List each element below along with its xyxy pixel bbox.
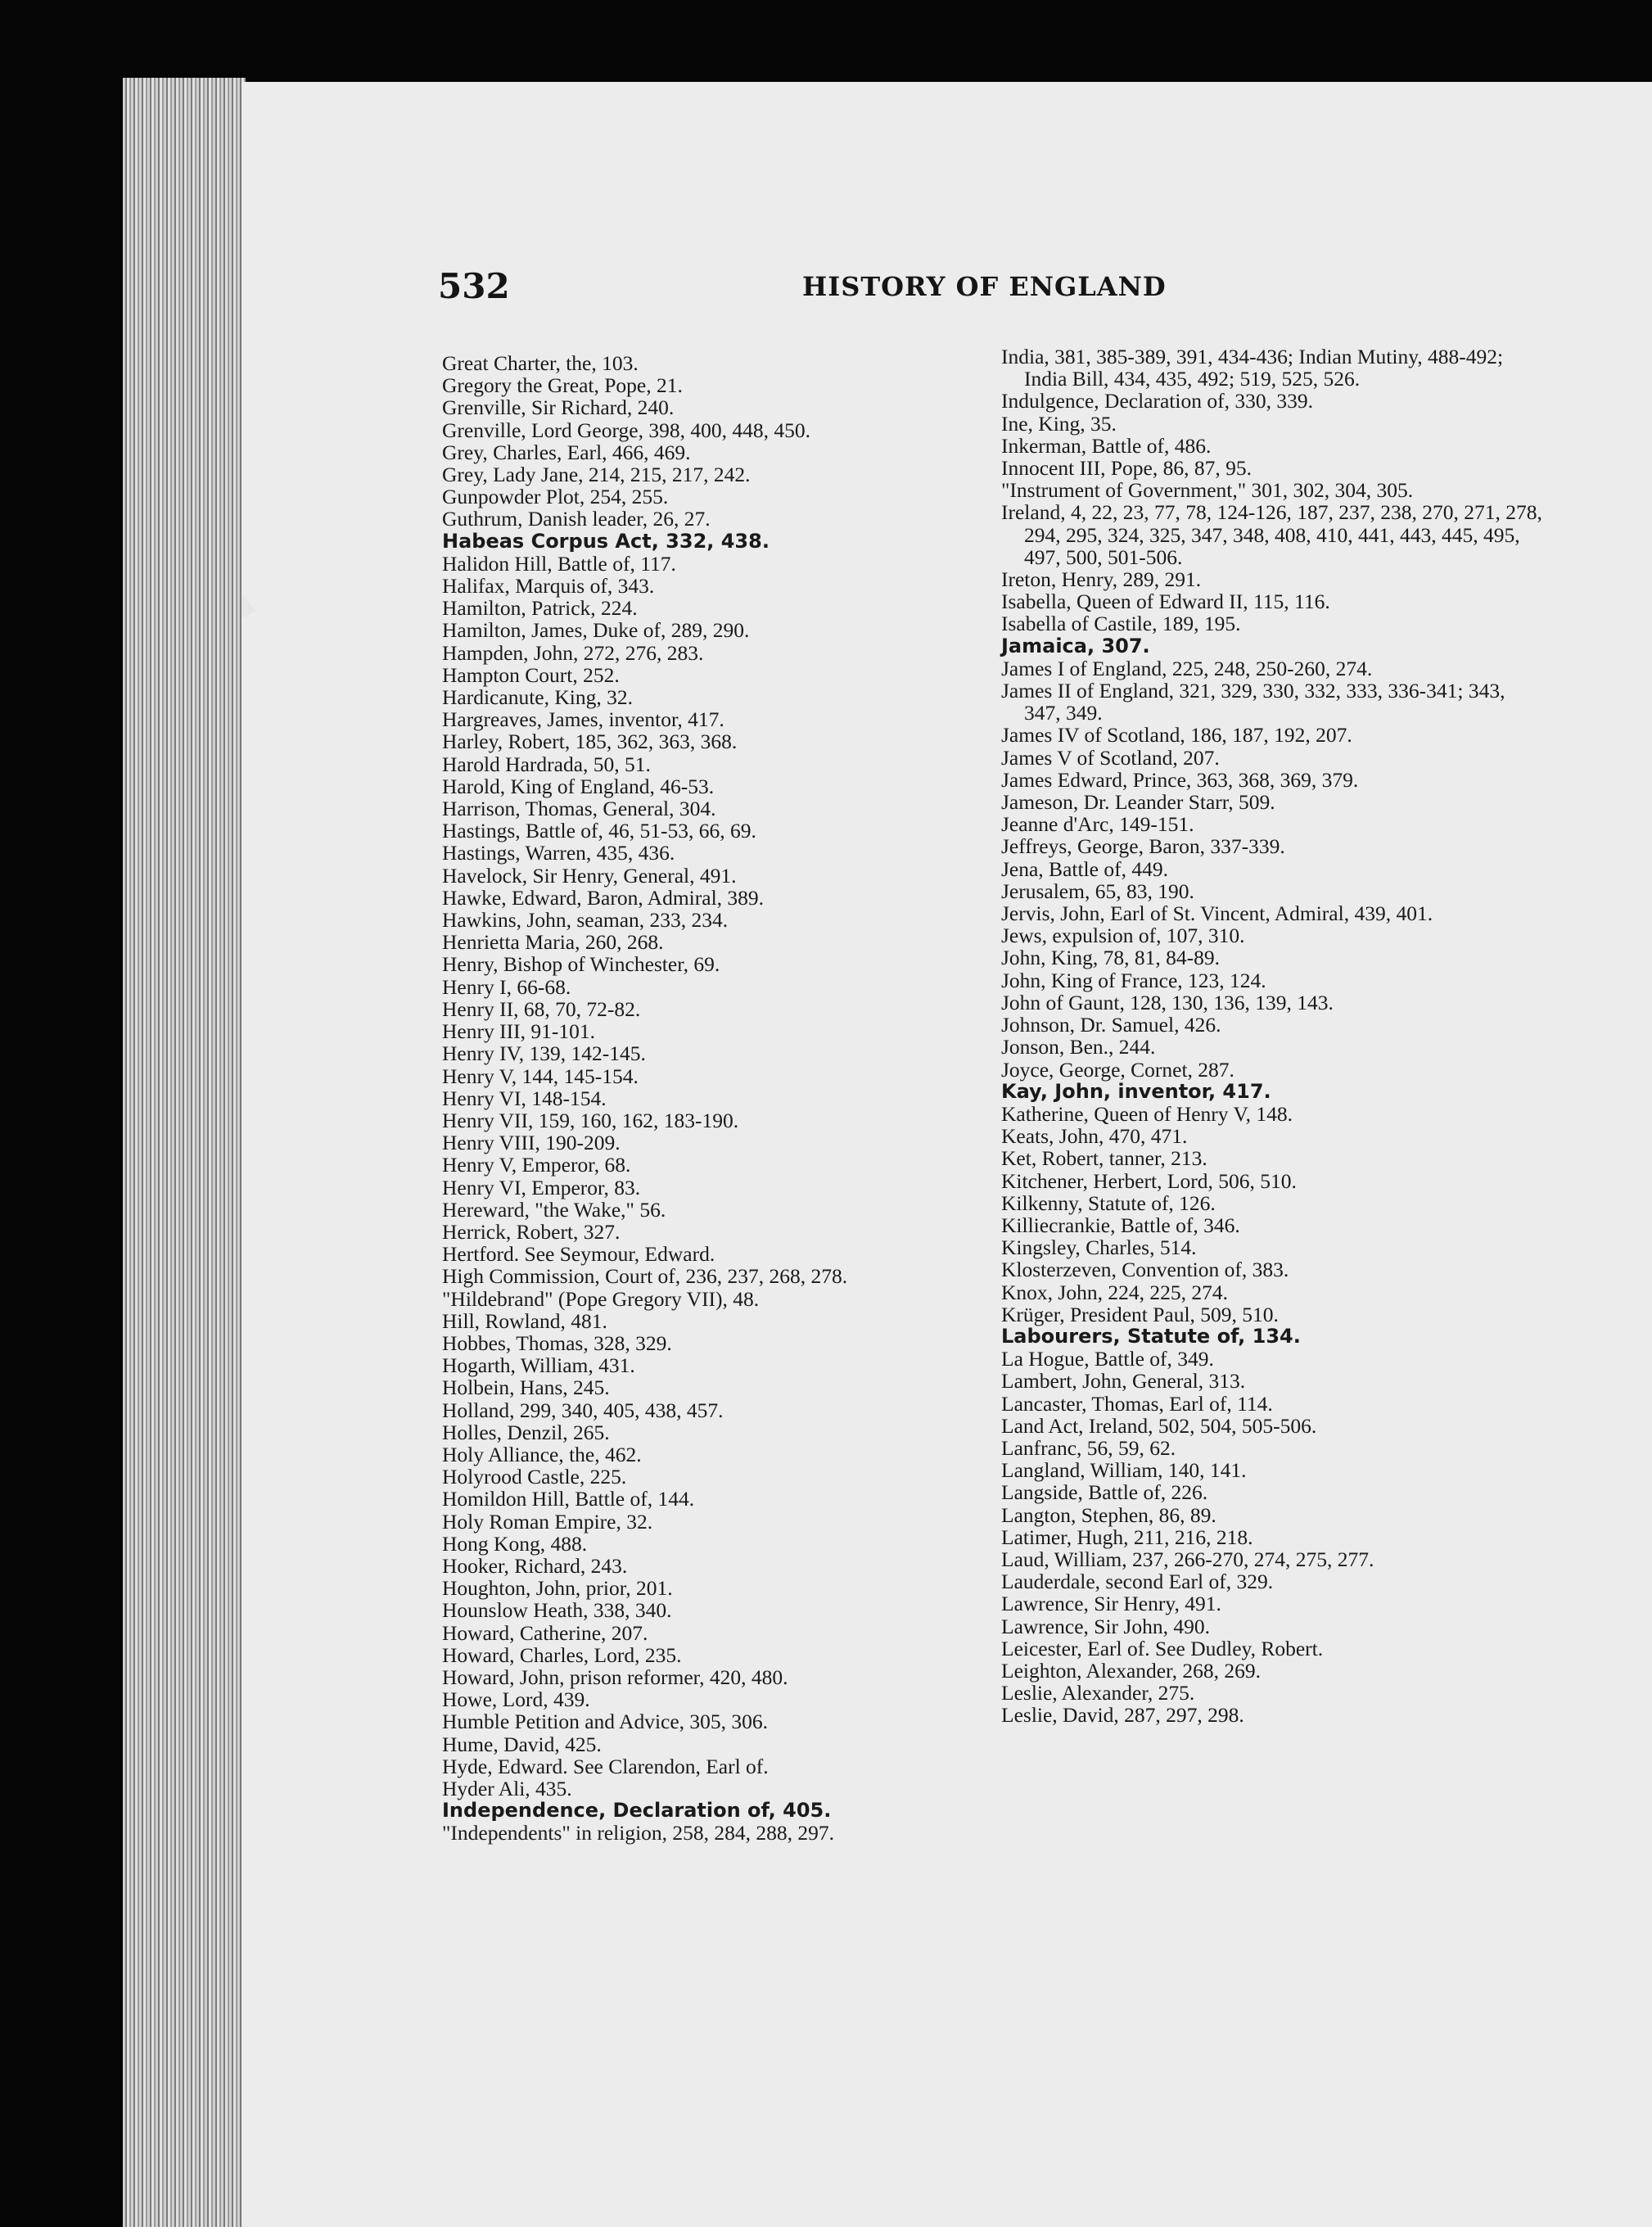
index-entry: Hyder Ali, 435.: [442, 1777, 572, 1800]
index-entry: Henry VIII, 190-209.: [442, 1131, 621, 1155]
index-entry: Henry I, 66-68.: [442, 974, 571, 999]
index-entry: Ireton, Henry, 289, 291.: [1001, 567, 1202, 592]
index-entry: Laud, William, 237, 266-270, 274, 275, 277.: [1001, 1547, 1374, 1571]
index-entry: Hyde, Edward. See Clarendon, Earl of.: [442, 1754, 769, 1778]
index-entry: Isabella, Queen of Edward II, 115, 116.: [1001, 590, 1330, 614]
index-entry: Lambert, John, General, 313.: [1001, 1369, 1246, 1394]
index-entry: Henry III, 91-101.: [442, 1019, 595, 1044]
index-entry: Labourers, Statute of, 134.: [1001, 1324, 1301, 1348]
index-entry: Howard, John, prison reformer, 420, 480.: [442, 1665, 788, 1689]
index-entry: Henry V, 144, 145-154.: [442, 1064, 639, 1088]
index-entry: Holyrood Castle, 225.: [442, 1465, 627, 1489]
index-entry: Hill, Rowland, 481.: [442, 1308, 607, 1333]
page-edge: [123, 78, 246, 2227]
index-entry: Homildon Hill, Battle of, 144.: [442, 1487, 695, 1511]
index-entry: James Edward, Prince, 363, 368, 369, 379.: [1001, 767, 1359, 792]
index-entry: Hampton Court, 252.: [442, 662, 620, 687]
index-entry: Henry VI, 148-154.: [442, 1086, 607, 1110]
index-entry: Hamilton, Patrick, 224.: [442, 596, 638, 621]
index-entry: Grey, Charles, Earl, 466, 469.: [442, 440, 691, 464]
index-entry: Hampden, John, 272, 276, 283.: [442, 640, 704, 665]
index-entry: Krüger, President Paul, 509, 510.: [1001, 1302, 1279, 1326]
index-entry: Joyce, George, Cornet, 287.: [1001, 1057, 1234, 1082]
page-number: 532: [438, 266, 510, 306]
index-column-right: [1001, 346, 1546, 1727]
index-entry: Hertford. See Seymour, Edward.: [442, 1242, 715, 1267]
index-entry: Halifax, Marquis of, 343.: [442, 574, 655, 599]
index-entry: Gunpowder Plot, 254, 255.: [442, 485, 669, 509]
index-entry: Houghton, John, prior, 201.: [442, 1576, 673, 1601]
index-entry: Lawrence, Sir John, 490.: [1001, 1614, 1210, 1638]
index-entry: Kingsley, Charles, 514.: [1001, 1235, 1197, 1260]
index-entry: Leicester, Earl of. See Dudley, Robert.: [1001, 1636, 1324, 1660]
index-entry: Harold Hardrada, 50, 51.: [442, 752, 651, 776]
index-entry: Henry II, 68, 70, 72-82.: [442, 996, 641, 1021]
index-entry: Innocent III, Pope, 86, 87, 95.: [1001, 456, 1252, 481]
index-entry: James I of England, 225, 248, 250-260, 274.: [1001, 656, 1373, 680]
index-entry: John, King of France, 123, 124.: [1001, 968, 1266, 992]
index-entry: Lanfranc, 56, 59, 62.: [1001, 1435, 1176, 1460]
index-entry: Jews, expulsion of, 107, 310.: [1001, 924, 1245, 948]
index-entry: Lancaster, Thomas, Earl of, 114.: [1001, 1391, 1273, 1416]
index-entry: Halidon Hill, Battle of, 117.: [442, 551, 676, 576]
index-entry: High Commission, Court of, 236, 237, 268, 278.: [442, 1264, 848, 1289]
index-entry: Henry VI, Emperor, 83.: [442, 1175, 641, 1199]
index-entry: Hounslow Heath, 338, 340.: [442, 1598, 672, 1623]
index-entry: Kay, John, inventor, 417.: [1001, 1079, 1271, 1103]
index-entry: Herrick, Robert, 327.: [442, 1219, 621, 1244]
running-title: HISTORY OF ENGLAND: [802, 271, 1167, 302]
index-entry: Inkerman, Battle of, 486.: [1001, 433, 1212, 458]
index-entry: Klosterzeven, Convention of, 383.: [1001, 1258, 1289, 1282]
index-entry: Leighton, Alexander, 268, 269.: [1001, 1658, 1261, 1683]
index-entry: Independence, Declaration of, 405.: [442, 1799, 832, 1823]
index-entry: Holles, Denzil, 265.: [442, 1420, 610, 1444]
index-entry: Henrietta Maria, 260, 268.: [442, 930, 664, 955]
index-entry: Hamilton, James, Duke of, 289, 290.: [442, 618, 750, 643]
index-entry: Hogarth, William, 431.: [442, 1353, 635, 1378]
index-entry: Hong Kong, 488.: [442, 1531, 588, 1556]
index-entry: Latimer, Hugh, 211, 216, 218.: [1001, 1525, 1253, 1549]
index-entry: Jena, Battle of, 449.: [1001, 856, 1168, 881]
index-entry: James IV of Scotland, 186, 187, 192, 207.: [1001, 723, 1352, 748]
index-entry: John of Gaunt, 128, 130, 136, 139, 143.: [1001, 990, 1334, 1014]
index-entry: Hargreaves, James, inventor, 417.: [442, 707, 724, 732]
index-entry: Holland, 299, 340, 405, 438, 457.: [442, 1398, 724, 1422]
index-entry: "Independents" in religion, 258, 284, 288, 297.: [442, 1821, 835, 1845]
index-entry: Henry V, Emperor, 68.: [442, 1153, 631, 1177]
index-entry: James V of Scotland, 207.: [1001, 745, 1220, 770]
index-entry: Hastings, Warren, 435, 436.: [442, 841, 675, 865]
index-entry: Knox, John, 224, 225, 274.: [1001, 1280, 1228, 1304]
index-entry: Jerusalem, 65, 83, 190.: [1001, 879, 1194, 903]
index-entry: Havelock, Sir Henry, General, 491.: [442, 863, 737, 888]
index-entry: Henry, Bishop of Winchester, 69.: [442, 952, 720, 977]
index-entry: Katherine, Queen of Henry V, 148.: [1001, 1101, 1293, 1126]
index-entry: Humble Petition and Advice, 305, 306.: [442, 1710, 769, 1734]
index-entry: Hobbes, Thomas, 328, 329.: [442, 1330, 672, 1355]
index-entry: Guthrum, Danish leader, 26, 27.: [442, 507, 711, 531]
index-entry: Great Charter, the, 103.: [442, 351, 639, 375]
index-entry: Jonson, Ben., 244.: [1001, 1035, 1156, 1059]
index-entry: Howe, Lord, 439.: [442, 1687, 590, 1712]
index-entry: Harrison, Thomas, General, 304.: [442, 797, 716, 821]
index-entry: Gregory the Great, Pope, 21.: [442, 373, 683, 398]
index-entry: Langside, Battle of, 226.: [1001, 1480, 1208, 1505]
index-entry: Hooker, Richard, 243.: [442, 1553, 628, 1578]
index-entry: Holy Roman Empire, 32.: [442, 1509, 653, 1534]
index-entry: "Hildebrand" (Pope Gregory VII), 48.: [442, 1286, 760, 1311]
page-header: [438, 266, 1502, 323]
index-entry: Hereward, "the Wake," 56.: [442, 1197, 666, 1222]
index-entry: Langland, William, 140, 141.: [1001, 1458, 1247, 1483]
index-entry: Hume, David, 425.: [442, 1732, 602, 1756]
index-entry: Howard, Catherine, 207.: [442, 1620, 648, 1645]
index-entry: "Instrument of Government," 301, 302, 304, 305.: [1001, 478, 1414, 503]
index-entry: La Hogue, Battle of, 349.: [1001, 1347, 1214, 1371]
index-entry: Jeanne d'Arc, 149-151.: [1001, 812, 1194, 837]
index-entry: Keats, John, 470, 471.: [1001, 1124, 1188, 1149]
index-entry: Killiecrankie, Battle of, 346.: [1001, 1213, 1240, 1237]
index-entry: Jervis, John, Earl of St. Vincent, Admiral, 439, 401.: [1001, 901, 1433, 926]
index-entry: Indulgence, Declaration of, 330, 339.: [1001, 389, 1313, 413]
index-entry: Howard, Charles, Lord, 235.: [442, 1642, 682, 1667]
index-entry: Isabella of Castile, 189, 195.: [1001, 612, 1241, 636]
index-entry: Harold, King of England, 46-53.: [442, 774, 715, 798]
index-entry: Land Act, Ireland, 502, 504, 505-506.: [1001, 1413, 1317, 1438]
index-entry: Jameson, Dr. Leander Starr, 509.: [1001, 790, 1275, 815]
index-entry: Holbein, Hans, 245.: [442, 1376, 610, 1400]
index-entry: Lauderdale, second Earl of, 329.: [1001, 1570, 1274, 1594]
index-entry: Henry IV, 139, 142-145.: [442, 1041, 646, 1066]
index-entry: Leslie, Alexander, 275.: [1001, 1681, 1195, 1705]
index-entry: Holy Alliance, the, 462.: [442, 1442, 642, 1466]
index-entry: Hardicanute, King, 32.: [442, 685, 633, 710]
index-entry: Ireland, 4, 22, 23, 77, 78, 124-126, 187, 237, 238, 270, 271, 278, 294, 295, 324, 325, 347, 348, 408, 410, 441, 443, 445, 495, 497, 500, 501-506.: [1001, 500, 1542, 569]
margin-mark: [241, 594, 256, 618]
index-entry: Grenville, Lord George, 398, 400, 448, 450.: [442, 418, 810, 442]
index-entry: Langton, Stephen, 86, 89.: [1001, 1502, 1216, 1527]
index-entry: Harley, Robert, 185, 362, 363, 368.: [442, 730, 738, 754]
index-entry: Lawrence, Sir Henry, 491.: [1001, 1592, 1221, 1616]
index-entry: Johnson, Dr. Samuel, 426.: [1001, 1013, 1221, 1037]
index-entry: Henry VII, 159, 160, 162, 183-190.: [442, 1108, 739, 1132]
book-page: [241, 82, 1652, 2227]
index-entry: Jamaica, 307.: [1001, 634, 1150, 657]
index-entry: John, King, 78, 81, 84-89.: [1001, 946, 1221, 970]
index-entry: Hawkins, John, seaman, 233, 234.: [442, 908, 729, 933]
index-entry: James II of England, 321, 329, 330, 332, 333, 336-341; 343, 347, 349.: [1001, 679, 1505, 725]
index-entry: Kitchener, Herbert, Lord, 506, 510.: [1001, 1168, 1297, 1193]
index-entry: Grenville, Sir Richard, 240.: [442, 395, 675, 420]
index-entry: Leslie, David, 287, 297, 298.: [1001, 1703, 1244, 1728]
index-entry: Grey, Lady Jane, 214, 215, 217, 242.: [442, 463, 751, 487]
index-entry: India, 381, 385-389, 391, 434-436; Indian Mutiny, 488-492; India Bill, 434, 435, 492; 519, 525, 526.: [1001, 345, 1504, 391]
index-entry: Habeas Corpus Act, 332, 438.: [442, 529, 770, 553]
index-entry: Hawke, Edward, Baron, Admiral, 389.: [442, 885, 765, 910]
index-entry: Ine, King, 35.: [1001, 411, 1117, 436]
index-entry: Hastings, Battle of, 46, 51-53, 66, 69.: [442, 819, 756, 843]
index-entry: Ket, Robert, tanner, 213.: [1001, 1146, 1207, 1171]
index-column-left: [442, 352, 966, 1845]
index-entry: Kilkenny, Statute of, 126.: [1001, 1190, 1216, 1215]
index-entry: Jeffreys, George, Baron, 337-339.: [1001, 834, 1285, 859]
